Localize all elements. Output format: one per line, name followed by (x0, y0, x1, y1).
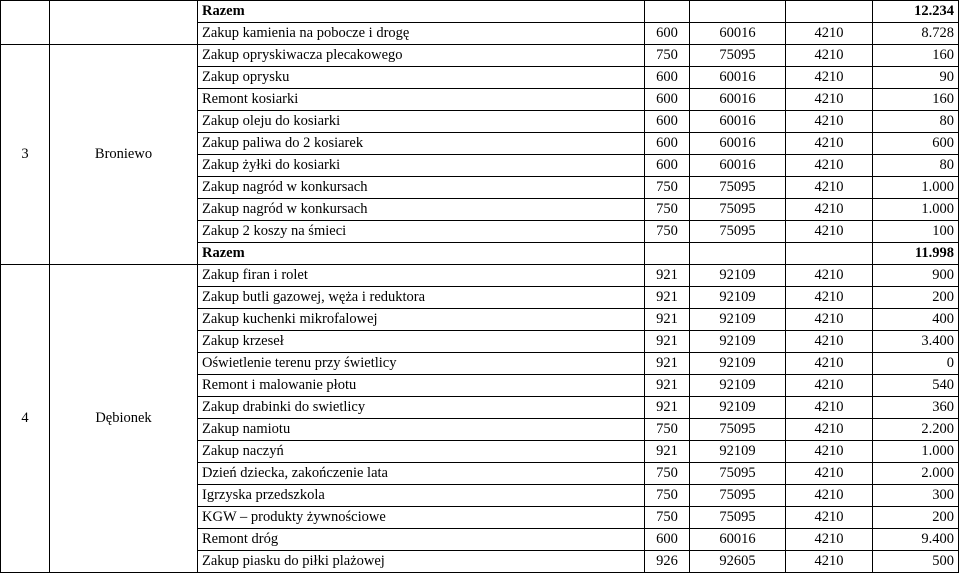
summary-total: 12.234 (873, 1, 959, 23)
item-dzial: 926 (645, 551, 690, 573)
item-description: Zakup opryskiwacza plecakowego (198, 45, 645, 67)
table-row (1, 45, 959, 67)
item-amount: 100 (873, 221, 959, 243)
item-dzial: 600 (645, 133, 690, 155)
item-dzial: 921 (645, 441, 690, 463)
item-rozdzial: 60016 (690, 23, 786, 45)
item-description: Zakup nagród w konkursach (198, 177, 645, 199)
item-rozdzial: 60016 (690, 133, 786, 155)
item-paragraf: 4210 (786, 199, 873, 221)
item-paragraf: 4210 (786, 23, 873, 45)
item-rozdzial: 60016 (690, 67, 786, 89)
summary-label: Razem (198, 1, 645, 23)
item-amount: 80 (873, 111, 959, 133)
item-dzial: 750 (645, 463, 690, 485)
item-description: Zakup krzeseł (198, 331, 645, 353)
item-dzial: 921 (645, 397, 690, 419)
item-paragraf: 4210 (786, 551, 873, 573)
item-rozdzial: 92109 (690, 441, 786, 463)
item-paragraf: 4210 (786, 133, 873, 155)
item-description: Zakup piasku do piłki plażowej (198, 551, 645, 573)
item-rozdzial: 92109 (690, 331, 786, 353)
item-rozdzial: 92605 (690, 551, 786, 573)
item-description: Zakup naczyń (198, 441, 645, 463)
item-rozdzial: 75095 (690, 507, 786, 529)
item-description: Zakup drabinki do swietlicy (198, 397, 645, 419)
item-paragraf: 4210 (786, 441, 873, 463)
item-description: Zakup kuchenki mikrofalowej (198, 309, 645, 331)
item-amount: 500 (873, 551, 959, 573)
item-rozdzial: 92109 (690, 353, 786, 375)
item-paragraf: 4210 (786, 89, 873, 111)
item-amount: 1.000 (873, 199, 959, 221)
empty-cell (645, 243, 690, 265)
village-name: Dębionek (50, 265, 198, 573)
empty-cell (690, 1, 786, 23)
item-amount: 200 (873, 507, 959, 529)
item-rozdzial: 75095 (690, 463, 786, 485)
item-rozdzial: 60016 (690, 155, 786, 177)
item-description: Zakup oleju do kosiarki (198, 111, 645, 133)
item-amount: 3.400 (873, 331, 959, 353)
item-rozdzial: 75095 (690, 199, 786, 221)
item-rozdzial: 60016 (690, 529, 786, 551)
item-rozdzial: 92109 (690, 397, 786, 419)
table-row (1, 265, 959, 287)
item-description: Dzień dziecka, zakończenie lata (198, 463, 645, 485)
item-dzial: 921 (645, 375, 690, 397)
item-amount: 160 (873, 45, 959, 67)
item-rozdzial: 92109 (690, 309, 786, 331)
item-paragraf: 4210 (786, 45, 873, 67)
item-dzial: 600 (645, 155, 690, 177)
village-number (1, 1, 50, 45)
item-paragraf: 4210 (786, 265, 873, 287)
item-description: Zakup butli gazowej, węża i reduktora (198, 287, 645, 309)
item-rozdzial: 92109 (690, 287, 786, 309)
item-amount: 2.200 (873, 419, 959, 441)
item-description: Zakup firan i rolet (198, 265, 645, 287)
item-rozdzial: 75095 (690, 177, 786, 199)
item-amount: 9.400 (873, 529, 959, 551)
item-description: Remont kosiarki (198, 89, 645, 111)
item-description: Zakup nagród w konkursach (198, 199, 645, 221)
item-amount: 300 (873, 485, 959, 507)
item-dzial: 600 (645, 23, 690, 45)
item-paragraf: 4210 (786, 353, 873, 375)
item-amount: 360 (873, 397, 959, 419)
item-dzial: 921 (645, 331, 690, 353)
item-rozdzial: 60016 (690, 111, 786, 133)
item-rozdzial: 92109 (690, 265, 786, 287)
empty-cell (645, 1, 690, 23)
item-dzial: 921 (645, 265, 690, 287)
item-description: KGW – produkty żywnościowe (198, 507, 645, 529)
item-amount: 0 (873, 353, 959, 375)
summary-row (1, 1, 959, 23)
item-amount: 200 (873, 287, 959, 309)
item-paragraf: 4210 (786, 419, 873, 441)
item-rozdzial: 60016 (690, 89, 786, 111)
item-description: Remont dróg (198, 529, 645, 551)
item-amount: 2.000 (873, 463, 959, 485)
item-amount: 1.000 (873, 177, 959, 199)
item-dzial: 921 (645, 287, 690, 309)
item-amount: 600 (873, 133, 959, 155)
item-amount: 160 (873, 89, 959, 111)
item-dzial: 921 (645, 353, 690, 375)
village-number: 4 (1, 265, 50, 573)
item-paragraf: 4210 (786, 375, 873, 397)
item-rozdzial: 75095 (690, 221, 786, 243)
item-dzial: 921 (645, 309, 690, 331)
item-dzial: 600 (645, 529, 690, 551)
item-amount: 400 (873, 309, 959, 331)
item-description: Zakup 2 koszy na śmieci (198, 221, 645, 243)
summary-total: 11.998 (873, 243, 959, 265)
item-rozdzial: 75095 (690, 419, 786, 441)
item-paragraf: 4210 (786, 155, 873, 177)
empty-cell (786, 243, 873, 265)
item-paragraf: 4210 (786, 67, 873, 89)
item-description: Zakup namiotu (198, 419, 645, 441)
item-amount: 540 (873, 375, 959, 397)
item-dzial: 750 (645, 507, 690, 529)
item-dzial: 750 (645, 485, 690, 507)
item-paragraf: 4210 (786, 529, 873, 551)
item-paragraf: 4210 (786, 287, 873, 309)
item-paragraf: 4210 (786, 111, 873, 133)
village-name: Broniewo (50, 45, 198, 265)
item-rozdzial: 75095 (690, 45, 786, 67)
item-dzial: 600 (645, 111, 690, 133)
item-description: Oświetlenie terenu przy świetlicy (198, 353, 645, 375)
item-dzial: 750 (645, 177, 690, 199)
item-amount: 8.728 (873, 23, 959, 45)
item-dzial: 600 (645, 89, 690, 111)
item-rozdzial: 92109 (690, 375, 786, 397)
item-paragraf: 4210 (786, 331, 873, 353)
item-description: Remont i malowanie płotu (198, 375, 645, 397)
empty-cell (786, 1, 873, 23)
item-amount: 900 (873, 265, 959, 287)
item-rozdzial: 75095 (690, 485, 786, 507)
item-paragraf: 4210 (786, 309, 873, 331)
item-paragraf: 4210 (786, 221, 873, 243)
item-description: Zakup oprysku (198, 67, 645, 89)
item-description: Zakup kamienia na pobocze i drogę (198, 23, 645, 45)
item-dzial: 750 (645, 419, 690, 441)
item-paragraf: 4210 (786, 507, 873, 529)
item-dzial: 750 (645, 45, 690, 67)
item-description: Igrzyska przedszkola (198, 485, 645, 507)
item-amount: 90 (873, 67, 959, 89)
item-dzial: 600 (645, 67, 690, 89)
item-amount: 80 (873, 155, 959, 177)
item-dzial: 750 (645, 199, 690, 221)
empty-cell (690, 243, 786, 265)
item-paragraf: 4210 (786, 463, 873, 485)
summary-label: Razem (198, 243, 645, 265)
item-paragraf: 4210 (786, 177, 873, 199)
item-description: Zakup paliwa do 2 kosiarek (198, 133, 645, 155)
item-amount: 1.000 (873, 441, 959, 463)
item-paragraf: 4210 (786, 397, 873, 419)
item-description: Zakup żyłki do kosiarki (198, 155, 645, 177)
village-number: 3 (1, 45, 50, 265)
village-name (50, 1, 198, 45)
item-dzial: 750 (645, 221, 690, 243)
item-paragraf: 4210 (786, 485, 873, 507)
